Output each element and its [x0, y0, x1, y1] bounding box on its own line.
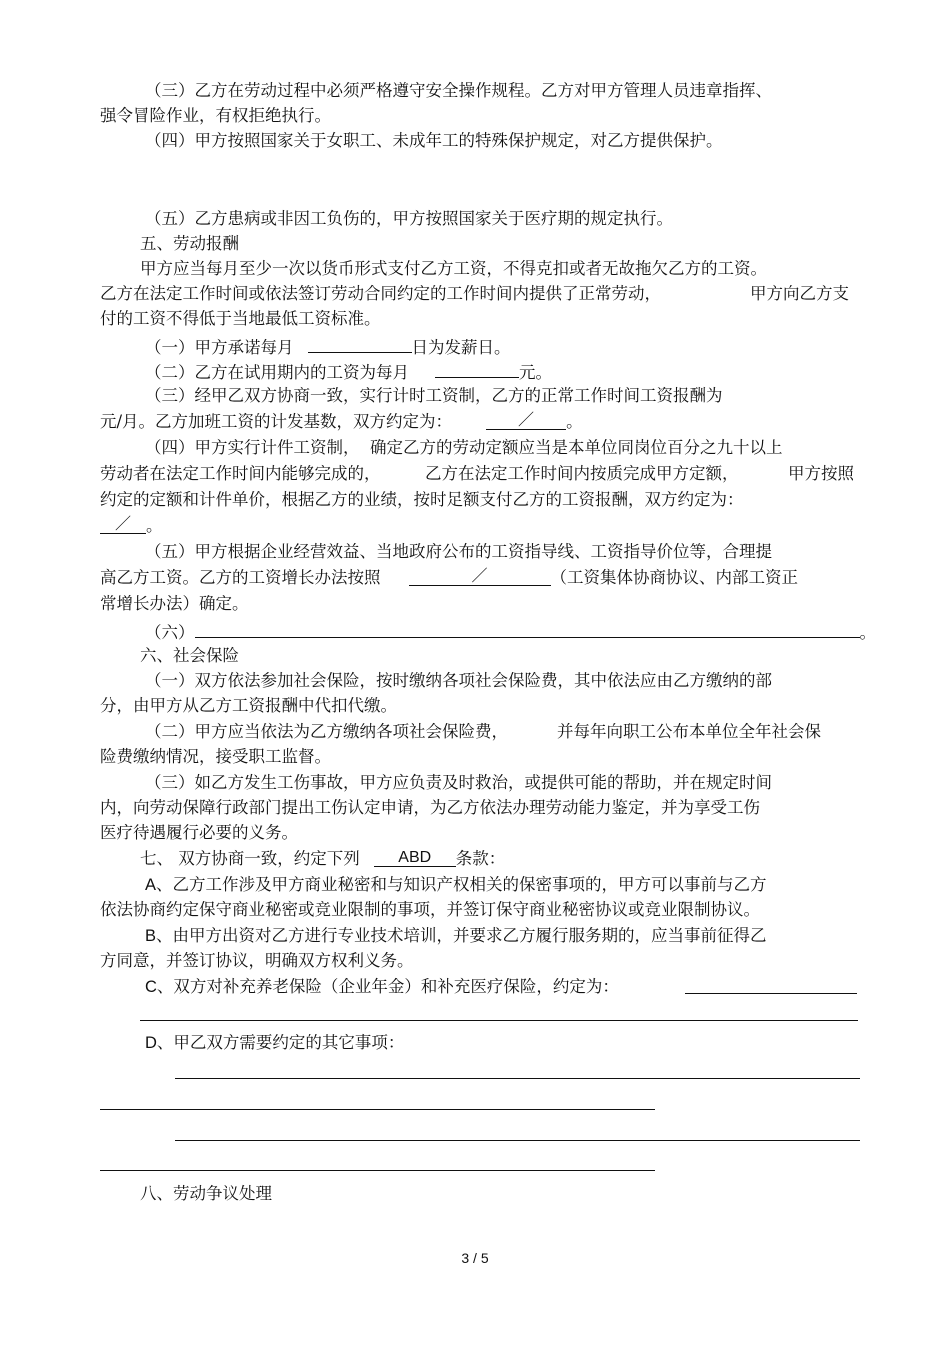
probation-wage-clause [145, 359, 552, 384]
insurance-clause-1: （一）双方依法参加社会保险，按时缴纳各项社会保险费，其中依法应由乙方缴纳的部 [145, 671, 772, 690]
clause-d-blank-1[interactable] [175, 1078, 860, 1079]
clause-3-safety: （三）乙方在劳动过程中必须严格遵守安全操作规程。乙方对甲方管理人员违章指挥、 [145, 81, 772, 100]
piece-wage-clause-b: 确定乙方的劳动定额应当是本单位同岗位百分之九十以上 [370, 438, 783, 457]
payday-suffix: 日为发薪日。 [411, 338, 511, 357]
overtime-base-suffix: 。 [566, 412, 583, 431]
insurance-clause-1-cont: 分，由甲方从乙方工资报酬中代扣代缴。 [100, 696, 397, 715]
payday-clause [145, 334, 511, 359]
piece-wage-cont-d: 约定的定额和计件单价，根据乙方的业绩，按时足额支付乙方的工资报酬，双方约定为： [100, 490, 744, 509]
raise-method-blank[interactable]: ／ [409, 567, 551, 586]
clause-b: B、由甲方出资对乙方进行专业技术培训，并要求乙方履行服务期的，应当事前征得乙 [145, 927, 767, 945]
piece-rate-blank[interactable]: ／ [100, 515, 146, 534]
wage-raise-method [100, 567, 798, 589]
section-7-label: 七、 双方协商一致，约定下列 [140, 849, 360, 868]
wage-raise-label: 高乙方工资。乙方的工资增长办法按照 [100, 568, 381, 587]
payday-label: （一）甲方承诺每月 [145, 338, 294, 357]
wage-paragraph-cont-a: 乙方在法定工作时间或依法签订劳动合同约定的工作时间内提供了正常劳动， [100, 284, 661, 303]
section-8-heading: 八、劳动争议处理 [140, 1184, 272, 1203]
wage-paragraph: 甲方应当每月至少一次以货币形式支付乙方工资，不得克扣或者无故拖欠乙方的工资。 [140, 259, 767, 278]
clause-c-blank[interactable] [685, 993, 857, 994]
insurance-clause-2b: 并每年向职工公布本单位全年社会保 [557, 722, 821, 741]
section-6-heading: 六、社会保险 [140, 646, 239, 665]
clause-6-blank[interactable] [195, 619, 860, 638]
section-5-heading: 五、劳动报酬 [140, 234, 239, 253]
overtime-base-label: 元/月。乙方加班工资的计发基数，双方约定为： [100, 412, 453, 431]
piece-wage-cont-c: 甲方按照 [788, 464, 854, 483]
clause-d-blank-4[interactable] [100, 1170, 655, 1171]
insurance-clause-2-cont: 险费缴纳情况，接受职工监督。 [100, 747, 331, 766]
wage-raise-clause: （五）甲方根据企业经营效益、当地政府公布的工资指导线、工资指导价位等，合理提 [145, 542, 772, 561]
probation-wage-blank[interactable] [435, 359, 519, 378]
time-wage-clause: （三）经甲乙双方协商一致，实行计时工资制，乙方的正常工作时间工资报酬为 [145, 386, 723, 405]
clause-6-other [145, 619, 876, 644]
clause-3-safety-cont: 强令冒险作业，有权拒绝执行。 [100, 106, 331, 125]
clause-d-blank-3[interactable] [175, 1140, 860, 1141]
clause-d: D、甲乙双方需要约定的其它事项： [145, 1034, 405, 1052]
insurance-clause-3-cont: 内，向劳动保障行政部门提出工伤认定申请，为乙方依法办理劳动能力鉴定，并为享受工伤 [100, 798, 760, 817]
clause-6-suffix: 。 [859, 623, 876, 642]
clause-b-cont: 方同意，并签订协议，明确双方权利义务。 [100, 951, 414, 970]
wage-paragraph-cont-b: 甲方向乙方支 [750, 284, 849, 303]
probation-wage-label: （二）乙方在试用期内的工资为每月 [145, 363, 409, 382]
clause-6-label: （六） [145, 623, 195, 642]
clause-a-cont: 依法协商约定保守商业秘密或竞业限制的事项，并签订保守商业秘密协议或竞业限制协议。 [100, 900, 760, 919]
clause-4-protection: （四）甲方按照国家关于女职工、未成年工的特殊保护规定，对乙方提供保护。 [145, 131, 723, 150]
clauses-blank[interactable]: ABD [374, 848, 456, 867]
piece-rate-clause [100, 515, 163, 537]
clause-c: C、双方对补充养老保险（企业年金）和补充医疗保险，约定为： [145, 978, 619, 996]
insurance-clause-3: （三）如乙方发生工伤事故，甲方应负责及时救治，或提供可能的帮助，并在规定时间 [145, 773, 772, 792]
piece-rate-suffix: 。 [146, 516, 163, 535]
clause-c-blank-line2[interactable] [140, 1020, 858, 1021]
overtime-base-clause [100, 411, 583, 433]
piece-wage-clause-a: （四）甲方实行计件工资制， [145, 438, 360, 457]
clause-d-blank-2[interactable] [100, 1109, 655, 1110]
piece-wage-cont-b: 乙方在法定工作时间内按质完成甲方定额， [425, 464, 739, 483]
payday-blank[interactable] [308, 334, 412, 353]
clause-a: A、乙方工作涉及甲方商业秘密和与知识产权相关的保密事项的，甲方可以事前与乙方 [145, 876, 767, 894]
clause-5-sick-leave: （五）乙方患病或非因工负伤的，甲方按照国家关于医疗期的规定执行。 [145, 209, 673, 228]
section-7-heading [140, 848, 505, 870]
overtime-base-blank[interactable]: ／ [486, 411, 566, 430]
wage-paragraph-end: 付的工资不得低于当地最低工资标准。 [100, 309, 381, 328]
page-number: 3 / 5 [461, 1250, 489, 1266]
wage-raise-suffix: （工资集体协商协议、内部工资正 [550, 568, 798, 587]
insurance-clause-2a: （二）甲方应当依法为乙方缴纳各项社会保险费， [145, 722, 508, 741]
probation-wage-suffix: 元。 [519, 363, 552, 382]
section-7-suffix: 条款： [455, 849, 506, 868]
insurance-clause-3-end: 医疗待遇履行必要的义务。 [100, 823, 298, 842]
wage-raise-end: 常增长办法）确定。 [100, 594, 249, 613]
piece-wage-cont-a: 劳动者在法定工作时间内能够完成的， [100, 464, 381, 483]
